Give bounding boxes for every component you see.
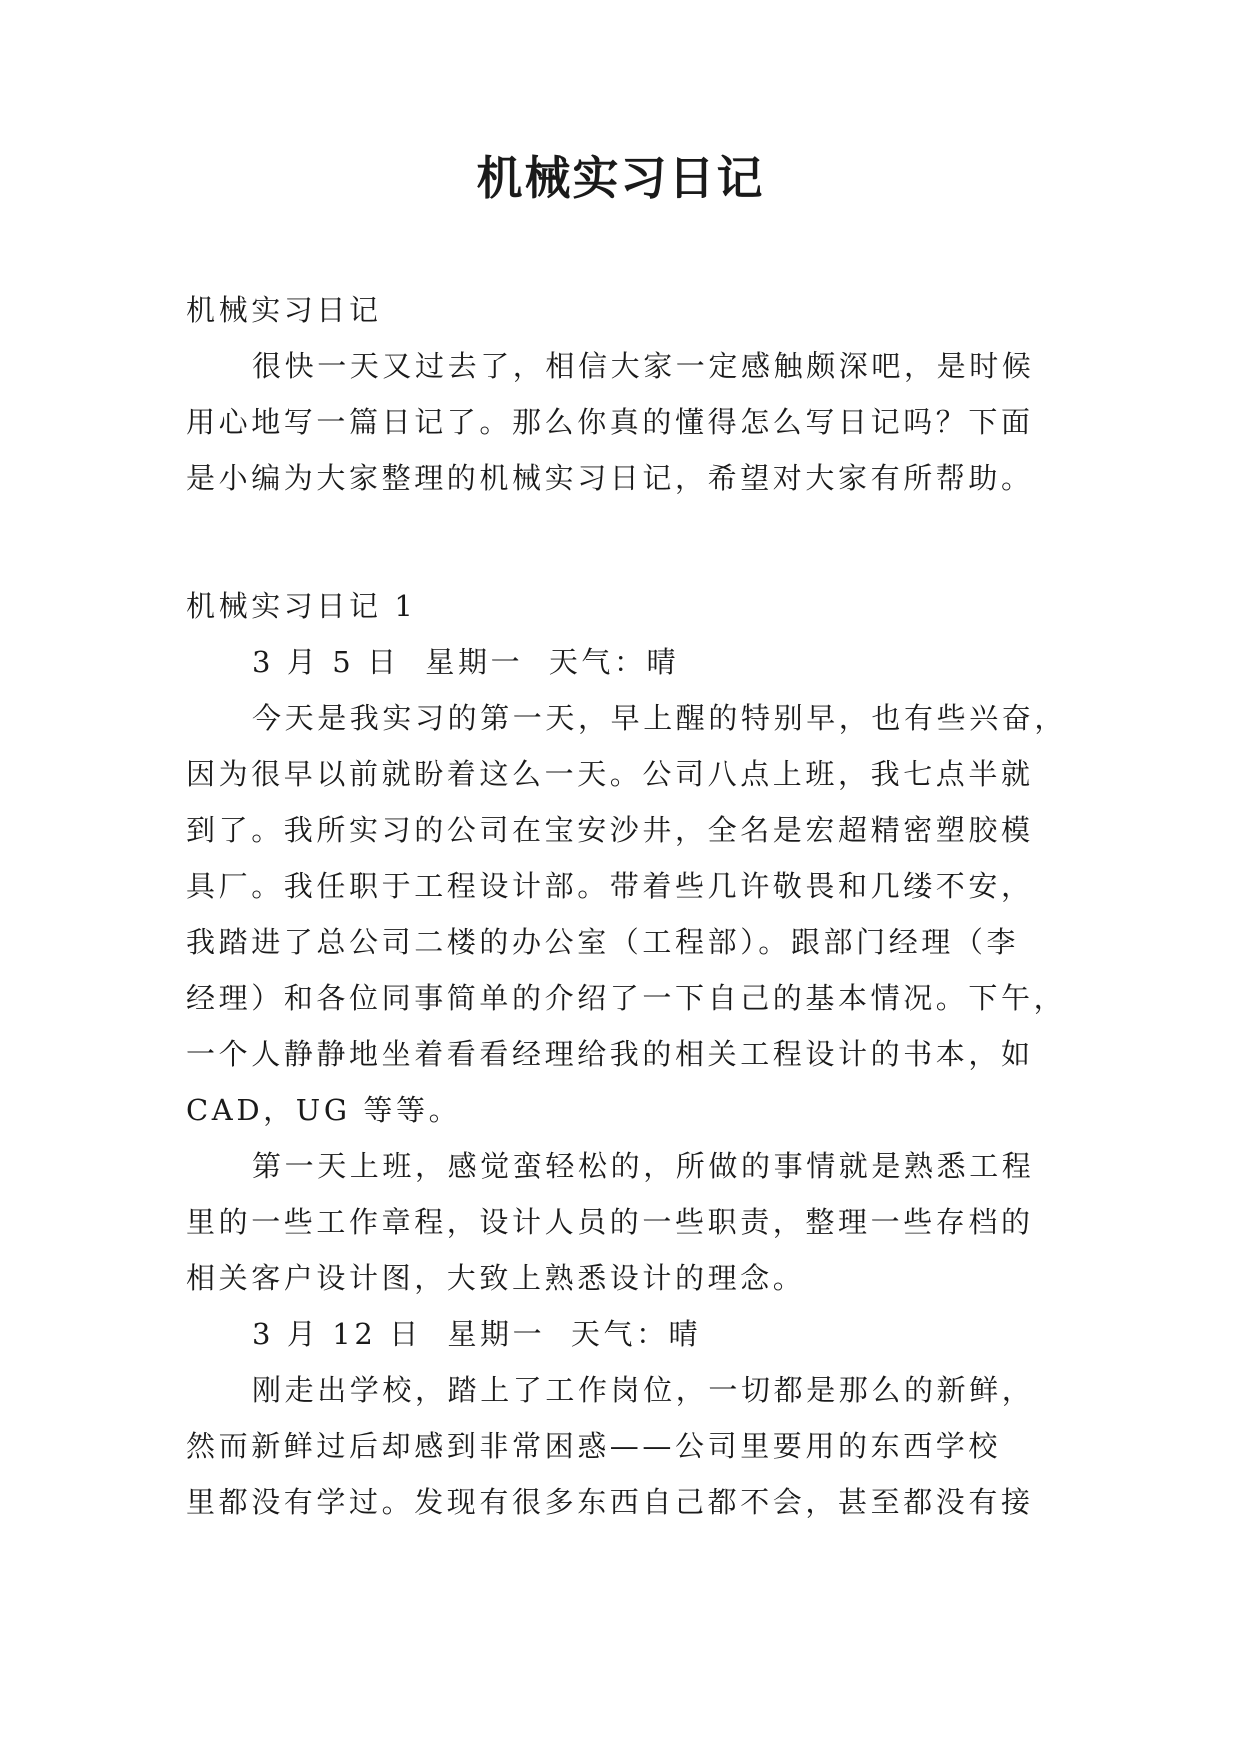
text-line: 3 月 12 日 星期一 天气：晴 [252,1317,702,1351]
text-line: 相关客户设计图，大致上熟悉设计的理念。 [186,1261,806,1295]
paragraph [186,634,1056,690]
text-line: 3 月 5 日 星期一 天气：晴 [252,645,680,679]
paragraph [186,1138,1056,1306]
text-line: 用心地写一篇日记了。那么你真的懂得怎么写日记吗？下面 [186,405,1034,439]
text-line: 机械实习日记 1 [186,589,417,623]
text-line: 是小编为大家整理的机械实习日记，希望对大家有所帮助。 [186,461,1034,495]
text-line: 具厂。我任职于工程设计部。带着些几许敬畏和几缕不安， [186,869,1034,903]
text-line: 很快一天又过去了，相信大家一定感触颇深吧，是时候 [252,349,1035,383]
text-line: 一个人静静地坐着看看经理给我的相关工程设计的书本，如 [186,1037,1034,1071]
paragraph [186,1306,1056,1362]
text-line: 今天是我实习的第一天，早上醒的特别早，也有些兴奋， [252,701,1068,735]
text-line: 刚走出学校，踏上了工作岗位，一切都是那么的新鲜， [252,1373,1035,1407]
page-title: 机械实习日记 [476,151,765,205]
text-line: 到了。我所实习的公司在宝安沙井，全名是宏超精密塑胶模 [186,813,1034,847]
paragraph-gap [186,506,1056,578]
text-line: 然而新鲜过后却感到非常困惑——公司里要用的东西学校 [186,1429,1002,1463]
paragraph [186,338,1056,506]
text-line: 我踏进了总公司二楼的办公室（工程部）。跟部门经理（李 [186,925,1020,959]
paragraph [186,282,1056,338]
text-line: 里都没有学过。发现有很多东西自己都不会，甚至都没有接 [186,1485,1034,1519]
text-line: CAD，UG 等等。 [186,1093,462,1127]
paragraph [186,1362,1056,1530]
text-line: 里的一些工作章程，设计人员的一些职责，整理一些存档的 [186,1205,1034,1239]
document-body [186,282,1068,1530]
text-line: 机械实习日记 [186,293,382,327]
paragraph [186,690,1068,1138]
text-line: 因为很早以前就盼着这么一天。公司八点上班，我七点半就 [186,757,1034,791]
paragraph [186,578,1056,634]
text-line: 经理）和各位同事简单的介绍了一下自己的基本情况。下午， [186,981,1067,1015]
text-line: 第一天上班，感觉蛮轻松的，所做的事情就是熟悉工程 [252,1149,1035,1183]
